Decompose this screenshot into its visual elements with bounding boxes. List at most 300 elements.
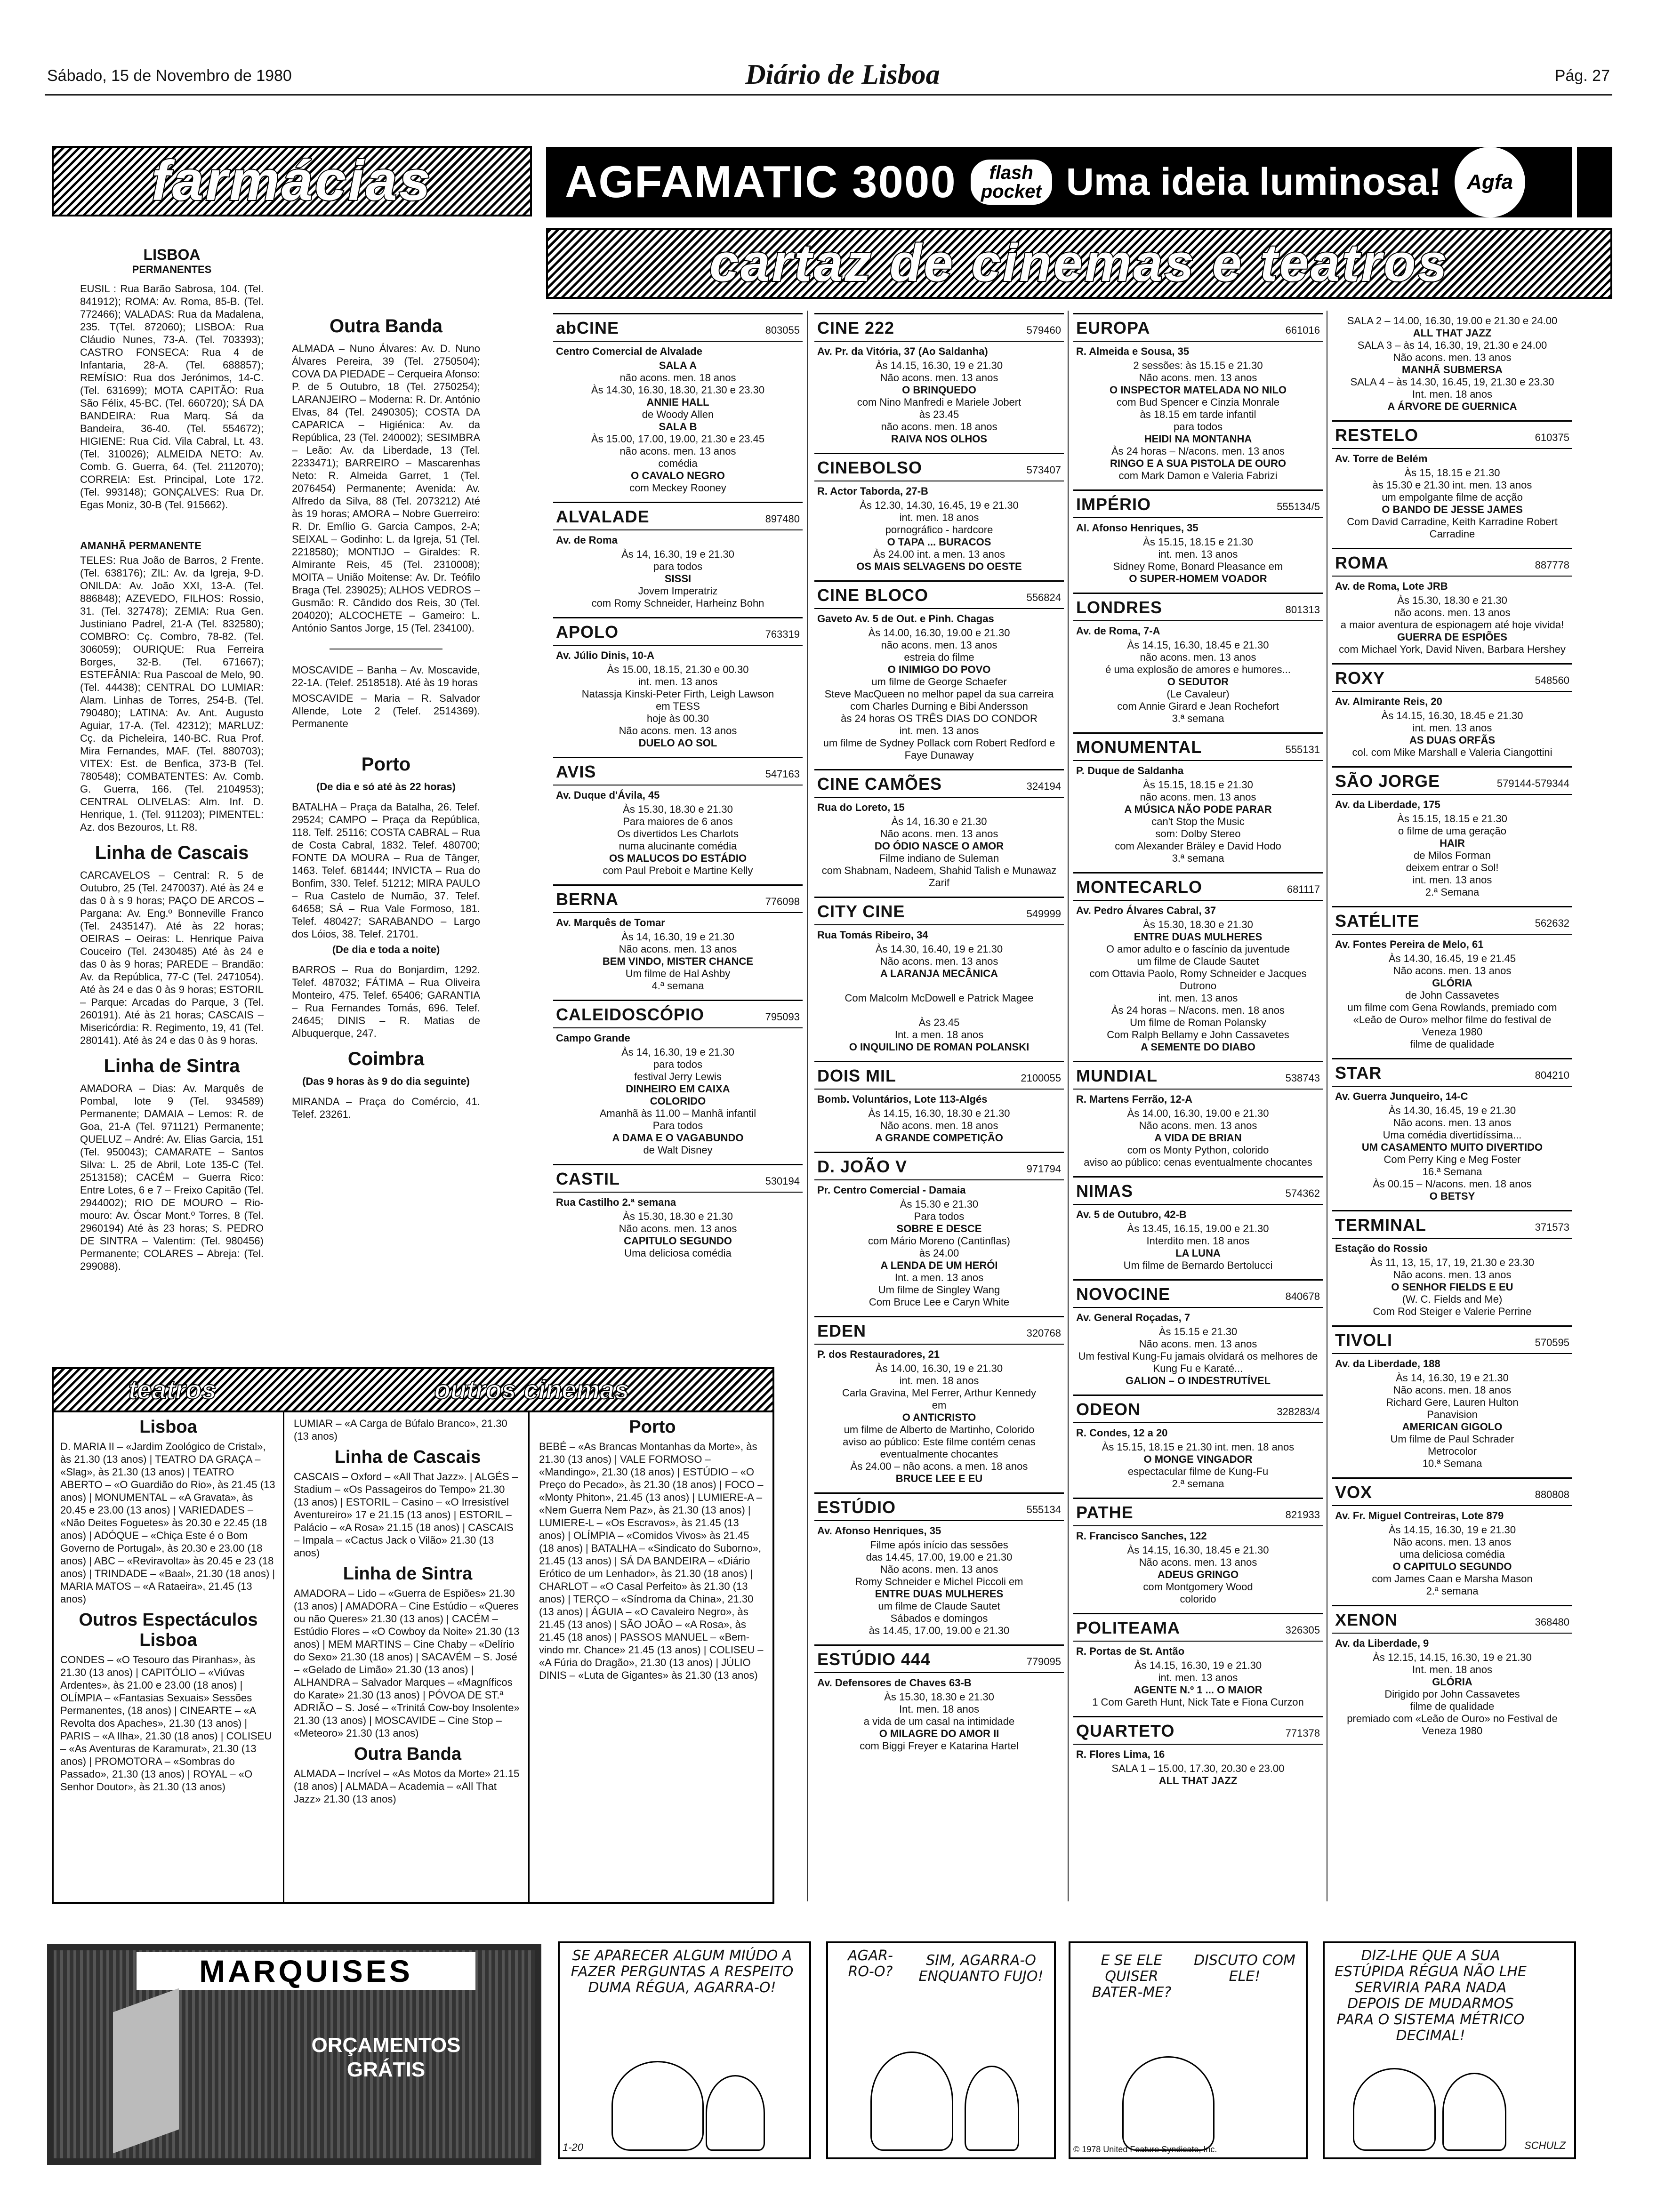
session-line: CAPITULO SEGUNDO [624, 1235, 732, 1247]
cinema-header [814, 1317, 1064, 1345]
session-line: premiado com «Leão de Ouro» no Festival de Veneza 1980 [1347, 1713, 1558, 1737]
session-line: em [932, 1399, 947, 1411]
cinema-listing [814, 580, 1064, 766]
session-line: HAIR [1440, 837, 1465, 849]
session-line: A DAMA E O VAGABUNDO [612, 1132, 744, 1144]
cinema-listing [1332, 420, 1572, 545]
cartaz-banner [546, 228, 1612, 299]
header-rule [45, 94, 1612, 96]
coimbra-list: MIRANDA – Praça do Comércio, 41. Telef. 23261. [292, 1096, 480, 1120]
session-line: estreia do filme [904, 651, 974, 663]
cinema-sessions [1073, 1542, 1323, 1610]
cinema-name: APOLO [556, 622, 619, 641]
comic-panel-2 [826, 1941, 1056, 2159]
cinema-phone: 821933 [1285, 1509, 1320, 1521]
cinema-address: Av. da Liberdade, 175 [1335, 799, 1440, 810]
session-line: 1 Com Gareth Hunt, Nick Tate e Fiona Curzon [1092, 1696, 1304, 1708]
session-line: Um filme de Bernardo Bertolucci [1123, 1259, 1273, 1271]
cinemas-column-4 [1332, 313, 1572, 1745]
session-line: A GRANDE COMPETIÇÃO [875, 1132, 1003, 1144]
cinema-address: R. Portas de St. Antão [1076, 1645, 1185, 1657]
cinema-name: TERMINAL [1335, 1215, 1426, 1234]
teatros-box [52, 1367, 774, 1904]
comic-bubble-3a: E SE ELE QUISER BATER-ME? [1092, 1952, 1172, 2001]
session-line: SISSI [664, 573, 692, 585]
cinema-phone: 971794 [1026, 1163, 1061, 1175]
cinema-sessions [553, 546, 803, 614]
session-line: não acons. men. 13 anos [1140, 791, 1256, 803]
session-line: ALL THAT JAZZ [1158, 1775, 1238, 1787]
session-line: 16.ª Semana [1422, 1166, 1482, 1178]
cinema-header [814, 454, 1064, 481]
session-line: não acons. men. 13 anos [1140, 651, 1256, 663]
lucy-figure [1353, 2068, 1436, 2151]
cinema-sessions [1073, 917, 1323, 1058]
session-line: não acons. men. 13 anos [1394, 607, 1511, 618]
cinema-name: abCINE [556, 318, 619, 337]
session-line: int. men. 18 anos [899, 1375, 979, 1387]
permanentes-heading: PERMANENTES [132, 264, 212, 275]
cinema-listing [1073, 1613, 1323, 1713]
session-line: O CAVALO NEGRO [631, 470, 725, 481]
outra-banda-cinemas-heading: Outra Banda [354, 1744, 462, 1764]
session-line: Às 15.15, 18.15 e 21.30 [1143, 536, 1253, 548]
cinema-phone: 579144-579344 [1496, 777, 1569, 789]
cinema-header [553, 1001, 803, 1028]
comic-bubble-2a: AGAR-RO-O? [848, 1948, 893, 1980]
session-line: não acons. men. 18 anos [619, 372, 736, 384]
cinema-phone: 371573 [1535, 1221, 1569, 1233]
cinema-name: TIVOLI [1335, 1330, 1392, 1350]
session-line: com Biggi Freyer e Katarina Hartel [860, 1740, 1019, 1752]
cinema-phone: 547163 [765, 768, 800, 780]
session-line: um filme de Claude Sautet [1137, 955, 1259, 967]
cinema-name: CINE BLOCO [817, 585, 929, 605]
porto-list-2: BARROS – Rua do Bonjardim, 1292. Telef. 487032; FÁTIMA – Rua Oliveira Monteiro, 475. Telef. 65406; GARANTIA – Rua Fernandes Tomás, 696. Telef. 24645; DINIS – R. Matias de Albuquerque, 247. [292, 964, 480, 1039]
cascais-cinemas-list: CASCAIS – Oxford – «All That Jazz». | ALGÉS – Stadium – «Os Passageiros do Tempo» 21.30 (13 anos) | ESTORIL – Casino – «O Irresistível Aventureiro» 17 e 21.15 (13 anos) | ESTORIL – Palácio – «A Rosa» 21.15 (18 anos) | CASCAIS – Impala – «Cactus Jack o Vilão» 21.30 (13 anos) [294, 1471, 518, 1559]
session-line: can't Stop the Music [1151, 816, 1245, 827]
porto-heading: Porto [361, 754, 411, 775]
porto-list-1: BATALHA – Praça da Batalha, 26. Telef. 29524; CAMPO – Praça da República, 118. Telf. 25116; COSTA CABRAL – Rua de Costa Cabral, 1832. Telef. 480700; FONTE DA MOURA – Rua de Tânger, 1463. Telef. 681444; INVICTA – Rua do Bonfim, 330. Telef. 51212; MIRA PAULO – Rua Castelo de Numão, 37. Telef. 64658; SÁ – Rua Vale Formoso, 181. Telef. 480427; SARABANDO – Largo dos Lóios, 38. Telef. 21701. [292, 801, 480, 940]
cinema-listing [814, 453, 1064, 577]
session-line: Não acons. men. 13 anos [1393, 1117, 1512, 1129]
cinema-sessions [1073, 1221, 1323, 1276]
cinema-name: DOIS MIL [817, 1066, 896, 1085]
cinema-sessions [1073, 777, 1323, 869]
session-line: Com Bruce Lee e Caryn White [869, 1296, 1010, 1308]
session-line: GLÓRIA [1432, 977, 1472, 989]
cinema-phone: 574362 [1285, 1187, 1320, 1199]
session-line: Natassja Kinski-Peter Firth, Leigh Lawson [581, 688, 774, 700]
cinema-header [1073, 314, 1323, 342]
session-line: Às 12.15, 14.15, 16.30, 19 e 21.30 [1373, 1651, 1532, 1663]
session-line: SALA 4 – às 14.30, 16.45, 19, 21.30 e 23.30 [1350, 376, 1554, 388]
cinema-listing [553, 757, 803, 882]
cascais-list: CARCAVELOS – Central: R. 5 de Outubro, 25 (Tel. 2470037). Até às 24 e das 0 à s 9 horas; PAÇO DE ARCOS – Pargana: Av. Eng.º Bonneville Franco (Tel. 2435147). Até às 22 horas; OEIRAS – Oeiras: L. Henrique Paiva Couceiro (Tel. 2430485) Até às 24 e das 0 às 9 horas; PAREDE – Brandão: Av. da República, 77-C (Tel. 2471054). Até às 24 e das 0 às 9 horas; ESTORIL – Parque: Arcadas do Parque, 3 (Tel. 260191). Até às 21 horas; CASCAIS – Misericórdia: R. Regimento, 19, 41 (Tel. 280141). Até às 24 e das 0 às 9 horas. [80, 869, 264, 1046]
cinema-address: Av. de Roma [556, 534, 618, 546]
session-line: UM CASAMENTO MUITO DIVERTIDO [1361, 1141, 1543, 1153]
cinema-sessions [814, 1361, 1064, 1490]
cinema-address: Av. Marquês de Tomar [556, 917, 665, 929]
session-line: um empolgante filme de acção [1382, 491, 1523, 503]
session-line: Carla Gravina, Mel Ferrer, Arthur Kennedy [842, 1387, 1037, 1399]
cinema-sessions [1073, 1324, 1323, 1392]
cinema-name: CINE CAMÕES [817, 774, 942, 793]
session-line: OS MAIS SELVAGENS DO OESTE [856, 561, 1022, 572]
session-line: Um filme de Singley Wang [878, 1284, 1000, 1296]
marquises-title: MARQUISES [137, 1952, 475, 1990]
cinema-listing [1073, 489, 1323, 590]
cinema-sessions [1332, 1650, 1572, 1742]
session-line: com Meckey Rooney [629, 482, 726, 494]
session-line: Às 14.15, 16.30, 18.45 e 21.30 [1127, 1544, 1269, 1556]
session-line: com Mário Moreno (Cantinflas) [868, 1235, 1010, 1247]
session-line: Não acons. men. 13 anos [619, 943, 737, 955]
session-line: com Michael York, David Niven, Barbara Hershey [1339, 643, 1566, 655]
session-line: Um filme de Paul Schrader [1390, 1433, 1514, 1445]
session-line: ENTRE DUAS MULHERES [1134, 931, 1263, 943]
teatros-lisboa-list: D. MARIA II – «Jardim Zoológico de Cristal», às 21.30 (13 anos) | TEATRO DA GRAÇA – «Slag», às 21.30 (13 anos) | TEATRO ABERTO – «O Guardião do Rio», às 21.45 (13 anos) | MONUMENTAL – «A Gravata», às 20.45 e 23.00 (13 anos) | VARIEDADES – «Não Deites Foguetes» às 20.30 e 22.45 (18 anos) | ADÓQUE – «Chiça Este é o Bom Governo de Portugal», às 20.30 e 23.00 (18 anos) | ABC – «Reviravolta» às 20.45 e 23 (18 anos) | TRINDADE – «Baal», 21.30 (18 anos) | MARIA MATOS – «A Rataeira», 21.45 (13 anos) [60, 1441, 275, 1605]
session-line: Às 14.30, 16.40, 19 e 21.30 [875, 943, 1003, 955]
cinema-listing [1073, 1279, 1323, 1392]
cinema-header [553, 314, 803, 342]
cinema-address: Av. Pedro Álvares Cabral, 37 [1076, 905, 1216, 916]
cinema-name: LONDRES [1076, 598, 1163, 617]
cinema-header [814, 1646, 1064, 1673]
session-line: Às 14.00, 16.30, 19 e 21.30 [875, 1362, 1003, 1374]
session-line: COLORIDO [650, 1095, 706, 1107]
cinema-address: Av. da Liberdade, 188 [1335, 1358, 1440, 1370]
cinema-phone: 555134 [1026, 1504, 1061, 1515]
session-line: deixem entrar o Sol! [1406, 862, 1499, 874]
cinema-name: EDEN [817, 1321, 867, 1340]
cinema-name: SATÉLITE [1335, 911, 1420, 930]
session-line: BRUCE LEE E EU [895, 1473, 983, 1484]
comic-copyright: © 1978 United Feature Syndicate, Inc. [1073, 2145, 1217, 2154]
cinema-sessions [814, 1106, 1064, 1149]
session-line: Às 14.15, 16.30, 19 e 21.30 [875, 360, 1003, 371]
cinema-name: D. JOÃO V [817, 1157, 908, 1176]
cinema-address: Av. 5 de Outubro, 42-B [1076, 1209, 1187, 1220]
cinema-listing [553, 313, 803, 499]
session-line: Às 11, 13, 15, 17, 19, 21.30 e 23.30 [1370, 1257, 1535, 1268]
cinema-listing [1073, 872, 1323, 1058]
cinema-name: BERNA [556, 890, 619, 909]
cinema-listing [1332, 1477, 1572, 1602]
session-line: às 24.00 [919, 1247, 959, 1259]
outra-banda-heading: Outra Banda [329, 316, 443, 337]
cinema-name: SÃO JORGE [1335, 771, 1440, 791]
cinema-address: Av. Fr. Miguel Contreiras, Lote 879 [1335, 1510, 1504, 1522]
quarteto-more-sessions [1332, 313, 1572, 417]
session-line: Amanhã às 11.00 – Manhã infantil [599, 1107, 756, 1119]
session-line: Às 14.15, 16.30, 18.45 e 21.30 [1127, 639, 1269, 651]
cinema-name: MUNDIAL [1076, 1066, 1158, 1085]
cinema-header [1332, 1606, 1572, 1634]
cinema-sessions [553, 662, 803, 754]
cinema-phone: 548560 [1535, 674, 1569, 686]
cinema-header [814, 582, 1064, 609]
session-line: O SUPER-HOMEM VOADOR [1129, 573, 1267, 585]
cinema-address: R. Flores Lima, 16 [1076, 1748, 1165, 1760]
cinema-sessions [814, 814, 1064, 894]
session-line: de Milos Forman [1414, 850, 1491, 861]
cinema-name: CINEBOLSO [817, 458, 923, 477]
session-line: ANNIE HALL [646, 396, 709, 408]
cinema-sessions [1332, 951, 1572, 1055]
coimbra-note: (Das 9 horas às 9 do dia seguinte) [302, 1075, 470, 1087]
session-line: de Woody Allen [642, 409, 714, 420]
cinema-header [1332, 1479, 1572, 1506]
cinema-listing [553, 884, 803, 997]
cinema-header [553, 503, 803, 530]
cinema-phone: 320768 [1026, 1327, 1061, 1339]
cinema-header [1332, 549, 1572, 577]
cinema-sessions [1332, 708, 1572, 763]
cinema-header [1332, 1059, 1572, 1087]
cinema-phone: 570595 [1535, 1337, 1569, 1348]
session-line: O amor adulto e o fascínio da juventude [1106, 943, 1290, 955]
cinema-header [1332, 665, 1572, 692]
cinema-address: R. Francisco Sanches, 122 [1076, 1530, 1207, 1542]
cinema-sessions [1073, 1761, 1323, 1792]
cinema-name: QUARTETO [1076, 1721, 1175, 1740]
session-line: não acons. men. 13 anos [619, 445, 736, 457]
session-line: O INSPECTOR MATELADA NO NILO [1109, 384, 1287, 396]
session-line: O BANDO DE JESSE JAMES [1382, 504, 1523, 515]
cinema-listing [1073, 1498, 1323, 1610]
session-line: com Montgomery Wood [1143, 1581, 1253, 1593]
cinema-phone: 776098 [765, 896, 800, 907]
agfa-black-block [1577, 147, 1612, 217]
moscavide-maria: MOSCAVIDE – Maria – R. Salvador Allende, Lote 2 (Telef. 2514369). Permanente [292, 692, 480, 729]
cinema-address: P. dos Restauradores, 21 [817, 1348, 940, 1360]
cinema-listing [553, 1164, 803, 1264]
teatros-lisboa-heading: Lisboa [139, 1417, 197, 1437]
session-line: Richard Gere, Lauren Hulton [1386, 1396, 1519, 1408]
cinema-name: ESTÚDIO 444 [817, 1650, 931, 1669]
cinema-name: ODEON [1076, 1400, 1141, 1419]
cartaz-title: cartaz de cinemas e teatros [709, 233, 1449, 292]
cinema-phone: 801313 [1285, 604, 1320, 616]
session-line: Uma deliciosa comédia [624, 1247, 732, 1259]
sintra-heading: Linha de Sintra [104, 1056, 240, 1076]
cinema-name: ALVALADE [556, 507, 650, 526]
cinema-address: Gaveto Av. 5 de Out. e Pinh. Chagas [817, 613, 994, 625]
cinema-sessions [1073, 637, 1323, 729]
session-line: Filme indiano de Suleman [879, 852, 999, 864]
session-line: às 14.45, 17.00, 19.00 e 21.30 [869, 1625, 1010, 1636]
cinema-address: Centro Comercial de Alvalade [556, 345, 702, 357]
session-line: espectacular filme de Kung-Fu [1127, 1466, 1269, 1477]
session-line: um filme de Sydney Pollack com Robert Redford e Faye Dunaway [823, 737, 1055, 761]
cinema-header [1073, 1396, 1323, 1423]
cinema-phone: 562632 [1535, 917, 1569, 929]
session-line: Às 24 horas – N/acons. men. 18 anos [1111, 1004, 1285, 1016]
session-line: pornográfico - hardcore [885, 524, 993, 536]
session-line: A ÁRVORE DE GUERNICA [1387, 401, 1517, 412]
cinema-listing [553, 617, 803, 754]
comic-panel-3 [1069, 1941, 1308, 2159]
session-line: Para todos [652, 1120, 703, 1131]
cinema-address: Av. Defensores de Chaves 63-B [817, 1677, 972, 1689]
outros-cinemas-column-1 [287, 1412, 530, 1902]
lucy-figure [1122, 2056, 1215, 2151]
cinema-phone: 880808 [1535, 1489, 1569, 1500]
session-line: Às 14.15, 16.30, 19 e 21.30 [1388, 1524, 1516, 1536]
session-line: Às 15.15 e 21.30 [1158, 1326, 1238, 1338]
cinema-header [1332, 422, 1572, 449]
cinema-sessions [814, 358, 1064, 450]
comic-bubble-3b: DISCUTO COM ELE! [1194, 1952, 1295, 1985]
session-line: Um festival Kung-Fu jamais olvidará os melhores de Kung Fu e Karaté... [1078, 1350, 1318, 1374]
cinema-sessions [814, 941, 1064, 1058]
session-line: Uma comédia divertidíssima... [1383, 1129, 1522, 1141]
outra-banda-cinemas-list: ALMADA – Incrível – «As Motos da Morte» 21.15 (18 anos) | ALMADA – Academia – «All That Jazz» 21.30 (13 anos) [294, 1768, 520, 1805]
comic-bubble-1: SE APARECER ALGUM MIÚDO A FAZER PERGUNTAS A RESPEITO DUMA RÉGUA, AGARRA-O! [571, 1948, 794, 1996]
cinema-listing [1332, 548, 1572, 660]
session-line: Às 14.15, 16.30, 18.30 e 21.30 [868, 1107, 1010, 1119]
session-line: hoje às 00.30 [646, 713, 709, 724]
teatros-strip [54, 1369, 772, 1412]
session-line: HEIDI NA MONTANHA [1144, 433, 1252, 445]
cascais-cinemas-heading: Linha de Cascais [334, 1447, 481, 1467]
session-line: numa alucinante comédia [619, 840, 737, 852]
cinema-sessions [553, 1209, 803, 1264]
cinema-header [1073, 594, 1323, 621]
session-line: Às 14, 16.30, 19 e 21.30 [621, 548, 734, 560]
session-line: é uma explosão de amores e humores... [1105, 664, 1291, 675]
cinema-phone: 681117 [1287, 883, 1320, 895]
cinema-name: PATHE [1076, 1503, 1134, 1522]
cinema-address: Av. Guerra Junqueiro, 14-C [1335, 1090, 1468, 1102]
session-line: RINGO E A SUA PISTOLA DE OURO [1110, 457, 1287, 469]
session-line: MANHÃ SUBMERSA [1402, 364, 1503, 376]
cinema-address: Av. Fontes Pereira de Melo, 61 [1335, 938, 1484, 950]
cinema-phone: 795093 [765, 1011, 800, 1023]
cinema-phone: 661016 [1285, 324, 1320, 336]
marquises-sub1: ORÇAMENTOS [311, 2034, 461, 2057]
cinema-name: EUROPA [1076, 318, 1150, 337]
cinema-sessions [1332, 1370, 1572, 1475]
session-line: Para maiores de 6 anos [623, 816, 733, 827]
session-line: 3.ª semana [1172, 713, 1224, 724]
cinema-address: Av. de Roma, 7-A [1076, 625, 1160, 637]
cinema-header [814, 1062, 1064, 1090]
session-line: ALL THAT JAZZ [1413, 327, 1492, 339]
session-line: Não acons. men. 18 anos [880, 1120, 998, 1131]
porto-note-1: (De dia e só até às 22 horas) [316, 781, 456, 793]
permanentes-list: EUSIL : Rua Barão Sabrosa, 104. (Tel. 841912); ROMA: Av. Roma, 85-B. (Tel. 772466); VALADAS: Rua da Madalena, 235. T(Tel. 872060); LISBOA: Rua Cláudio Nunes, 73-A. (Tel. 703393); CASTRO FONSECA: Rua 4 de Infantaria, 28-A. (Tel. 688857); REMÍSIO: Rua dos Jerónimos, 14-C. (Tel. 631699); MOTA CAPITÃO: Rua São Félix, 45-BC. (Tel. 660720); SÁ DA BANDEIRA: Rua Marq. Sá da Bandeira, 36-40. (Tel. 554672); HIGIENE: Rua Cid. Vila Cabral, Lt. 43. (Tel. 310026); ALMEIDA NETO: Av. Comb. G. Guerra, 64. (Tel. 2112070); CORREIA: Est. Principal, Lote 172. (Tel. 993148); GONÇALVES: Rua Dr. Egas Moniz, 30-B (Tel. 915662). [80, 283, 264, 511]
cinema-header [1332, 1211, 1572, 1239]
session-line: ADEUS GRINGO [1157, 1569, 1239, 1580]
session-line: 4.ª semana [652, 980, 704, 992]
porto-cinemas-list: BEBÉ – «As Brancas Montanhas da Morte», às 21.30 (13 anos) | VALE FORMOSO – «Mandingo», 21.30 (18 anos) | ESTÚDIO – «O Preço do Pecado», às 21.30 (18 anos) | FOCO – «Monty Phiton», 21.45 (13 anos) | LUMIERE-A – «Nem Guerra Nem Paz», às 21.30 (13 anos) | LUMIERE-L – «Os Escravos», às 21.45 (13 anos) | OLÍMPIA – «Comidos Vivos» às 21.45 (18 anos) | BATALHA – «Sindicato do Suborno», 21.45 (13 anos) | SÁ DA BANDEIRA – «Diário Erótico de um Lenhador», às 21.30 (18 anos) | CHARLOT – «O Casal Perfeito» às 21.30 (13 anos) | TERÇO – «Síndroma da China», 21.30 (13 anos) | ÁGUIA – «O Cavaleiro Negro», às 21.45 (13 anos) | SÃO JOÃO – «A Rosa», às 21.45 (18 anos) | PASSOS MANUEL – «Bem-vindo mr. Chance» 21.45 (13 anos) | COLISEU – «A Fúria do Dragão», 21.30 (13 anos) | JÚLIO DINIS – «Luta de Gigantes» às 21.30 (13 anos) [539, 1441, 764, 1681]
session-line: GLÓRIA [1432, 1676, 1472, 1688]
session-line: Não acons. men. 13 anos [1393, 352, 1512, 363]
cinema-address: P. Duque de Saldanha [1076, 765, 1184, 777]
session-line: Às 24.00 – não acons. a men. 18 anos [850, 1460, 1028, 1472]
session-line: Às 12.30, 14.30, 16.45, 19 e 21.30 [860, 499, 1019, 511]
cinema-name: POLITEAMA [1076, 1618, 1180, 1637]
session-line: com Alexander Bräley e David Hodo [1115, 840, 1281, 852]
cinema-sessions [814, 625, 1064, 766]
cinema-sessions [814, 497, 1064, 577]
session-line: Às 14.15, 16.30, 19 e 21.30 [1134, 1659, 1262, 1671]
cinema-listing [1073, 1395, 1323, 1495]
session-line: Os divertidos Les Charlots [617, 828, 739, 840]
cinema-phone: 326305 [1285, 1624, 1320, 1636]
sintra-cinemas-list: AMADORA – Lido – «Guerra de Espiões» 21.30 (13 anos) | AMADORA – Cine Estúdio – «Queres ou não Queres» 21.30 (13 anos) | CACÉM – Estúdio Flores – «O Cowboy da Noite» 21.30 (13 anos) | MEM MARTINS – Cine Chaby – «Delírio do Sexo» 21.30 (18 anos) | SACAVÉM – S. José – «Gelado de Limão» 21.30 (13 anos) | ALHANDRA – Salvador Marques – «Magníficos do Karate» 21.30 (13 anos) | PÓVOA DE ST.ª ADRIÃO – S. José – «Trinitá Cow-boy Insolente» 21.30 (13 anos) | MOSCAVIDE – Cine Stop – «Meteoro» 21.30 (13 anos) [294, 1587, 520, 1739]
session-line: A VIDA DE BRIAN [1154, 1132, 1242, 1144]
session-line: DUELO AO SOL [638, 737, 717, 749]
session-line: int. men. 13 anos [1412, 722, 1492, 734]
cinema-address: Estação do Rossio [1335, 1242, 1428, 1254]
session-line: de Walt Disney [643, 1144, 713, 1156]
cinema-header [1073, 1062, 1323, 1090]
cinema-listing [1332, 1058, 1572, 1207]
cinema-name: ESTÚDIO [817, 1498, 896, 1517]
cinema-header [553, 886, 803, 913]
comic-bubble-4: DIZ-LHE QUE A SUA ESTÚPIDA RÉGUA NÃO LHE SERVIRIA PARA NADA DEPOIS DE MUDARMOS PARA O SISTEMA MÉTRICO DECIMAL! [1335, 1948, 1527, 2044]
cinema-header [553, 618, 803, 646]
session-line: para todos [653, 1058, 702, 1070]
cinema-listing [1332, 1210, 1572, 1322]
cinemas-column-4-list [1332, 420, 1572, 1742]
cinema-address: Rua do Loreto, 15 [817, 801, 905, 813]
session-line: Com Malcolm McDowell e Patrick Magee [845, 992, 1034, 1004]
session-line: um filme de Claude Sautet [878, 1600, 1000, 1612]
session-line: Às 15.15, 18.15 e 21.30 [1143, 779, 1253, 791]
session-line: Às 24.00 int. a men. 13 anos [873, 548, 1005, 560]
cinema-address: Rua Castilho 2.ª semana [556, 1196, 676, 1208]
session-line: festival Jerry Lewis [634, 1071, 722, 1082]
session-line: Às 15, 18.15 e 21.30 [1404, 467, 1500, 479]
session-line: a maior aventura de espionagem até hoje vivida! [1340, 619, 1564, 631]
cinema-header [1073, 1614, 1323, 1642]
cinema-phone: 840678 [1285, 1290, 1320, 1302]
session-line: de John Cassavetes [1405, 989, 1499, 1001]
session-line: Às 13.45, 16.15, 19.00 e 21.30 [1127, 1223, 1269, 1234]
session-line: Às 15.30, 18.30 e 21.30 [1397, 594, 1507, 606]
session-line: Int. men. 18 anos [1412, 388, 1492, 400]
cinema-sessions [1332, 465, 1572, 545]
cinemas-column-1 [553, 313, 803, 1267]
outra-banda-list: ALMADA – Nuno Álvares: Av. D. Nuno Álvares Pereira, 39 (Tel. 2750504); COVA DA PIEDADE – Cerqueira Afonso: P. de 5 Outubro, 18 (Tel. 2750254); LARANJEIRO – Moderna: R. Dr. António Elvas, 84 (Tel. 2490305); COSTA DA CAPARICA – Higiénica: Av. da República, 23 (Tel. 240002); SESIMBRA – Leão: Av. da Liberdade, 13 (Tel. 2233471); BARREIRO – Mascarenhas Neto: R. Almeida Garret, 1 (Tel. 2076454) Permanente; Avenida: Av. Alfredo da Silva, 88 (Tel. 2073212) Até às 19 horas; AMORA – Nobre Guerreiro: R. Dr. Emílio G. Garcia Campos, 2-A; SEIXAL – Godinho: L. da Igreja, 51 (Tel. 2218580); MONTIJO – Giraldes: R. Almirante Reis, 45 (Tel. 2310008); MOITA – União Moitense: Av. Dr. Teófilo Braga (Tel. 239025); ALHOS VEDROS – Gusmão: R. Cândido dos Reis, 30 (Tel. 204020); ALCOCHETE – Gameiro: L. António Santos Jorge, 15 (Tel. 234100). [292, 343, 480, 634]
session-line: LA LUNA [1175, 1247, 1221, 1259]
session-line: um filme de Alberto de Martinho, Colorido [844, 1424, 1035, 1435]
session-line: Não acons. men. 13 anos [880, 828, 998, 840]
cinema-name: STAR [1335, 1063, 1382, 1082]
cinema-address: Av. da Liberdade, 9 [1335, 1637, 1429, 1649]
cinema-header [1073, 491, 1323, 518]
session-line: SALA B [659, 421, 697, 433]
marquises-ad [47, 1944, 541, 2165]
session-line: Um filme de Hal Ashby [625, 968, 731, 979]
session-line: Não acons. men. 13 anos [1139, 1120, 1257, 1131]
cinema-address: Bomb. Voluntários, Lote 113-Algés [817, 1093, 988, 1105]
session-line: Às 14, 16.30, 19 e 21.30 [621, 1046, 734, 1058]
cinema-address: Av. Almirante Reis, 20 [1335, 696, 1442, 707]
session-line: Às 15.15, 18.15 e 21.30 int. men. 18 anos [1102, 1441, 1295, 1453]
lumiar-entry: LUMIAR – «A Carga de Búfalo Branco», 21.30 (13 anos) [294, 1418, 507, 1442]
session-line: O MILAGRE DO AMOR II [879, 1728, 999, 1739]
cinema-address: Pr. Centro Comercial - Damaia [817, 1184, 966, 1196]
cinemas-column-3 [1073, 313, 1323, 1795]
session-line: com Shabnam, Nadeem, Shahid Talish e Munawaz Zarif [821, 865, 1057, 889]
flash-pocket-badge: flash pocket [971, 160, 1052, 205]
session-line: filme de qualidade [1410, 1038, 1495, 1050]
